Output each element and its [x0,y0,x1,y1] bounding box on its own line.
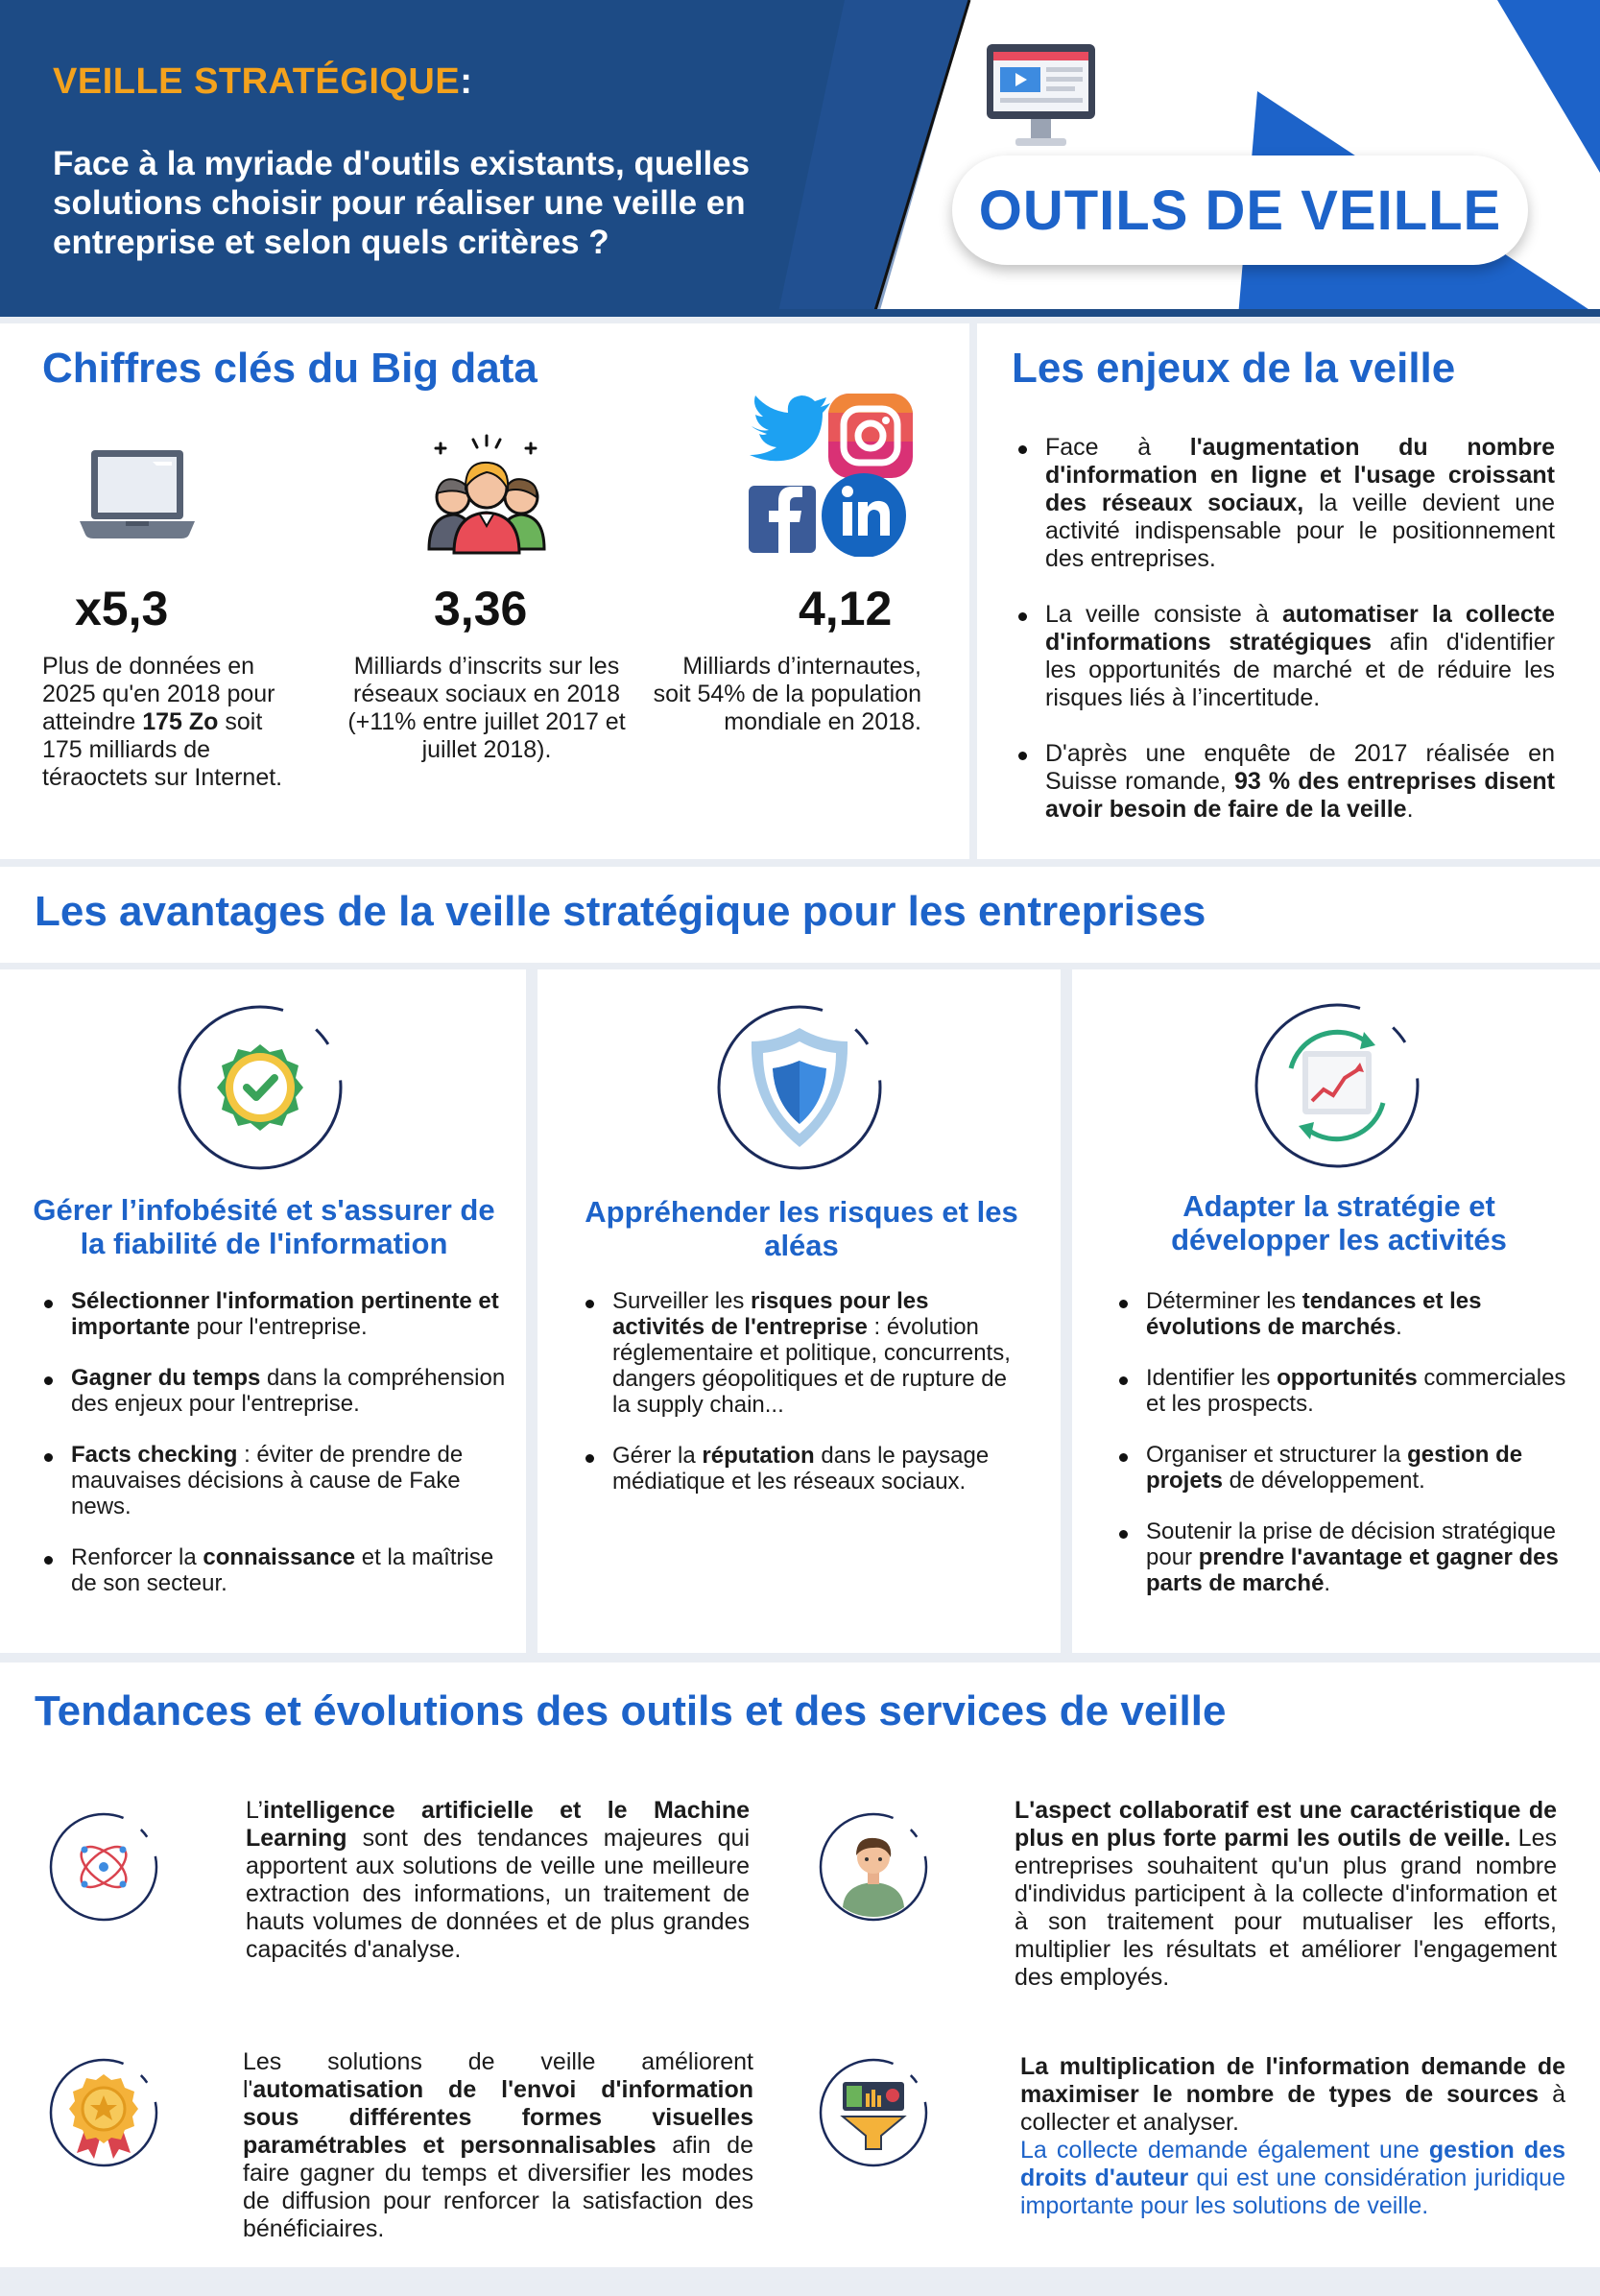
list-item: Surveiller les risques pour les activités de l'entreprise : évolution réglementaire et politique, concurrents, dangers géopolitiques et de rupture de la supply chain... [612,1288,1021,1418]
list-item: Renforcer la connaissance et la maîtrise de son secteur. [71,1544,513,1596]
people-icon [427,434,547,557]
list-item: Déterminer les tendances et les évolutions de marchés. [1146,1288,1574,1340]
list-item: Gérer la réputation dans le paysage médiatique et les réseaux sociaux. [612,1443,1021,1495]
trend-multi-text: La multiplication de l'information demande de maximiser le nombre de types de sources à collecter et analyser. La collecte demande également une gestion des droits d'auteur qui est une considération juridique importante pour les solutions de veille. [1020,2053,1565,2219]
trend-ai-text: L’intelligence artificielle et le Machine Learning sont des tendances majeures qui apportent aux solutions de veille une meilleure extraction des informations, un traitement de hauts volumes de données et de plus grandes capacités d'analyse. [246,1797,750,1963]
avantage-list [38,1288,513,1621]
header-banner [0,0,1600,317]
social-media-icons [744,394,917,557]
ai-network-icon [48,1811,159,1923]
trend-collab-text: L'aspect collaboratif est une caractéristique de plus en plus forte parmi les outils de veille. Les entreprises souhaitent qu'un plus grand nombre d'individus participent à la collecte d'information et à son traitement pour mutualiser les efforts, multiplier les résultats et améliorer l'engagement des employés. [1015,1797,1557,1991]
list-item: D'après une enquête de 2017 réalisée en Suisse romande, 93 % des entreprises disent avoir besoin de faire de la veille. [1045,740,1556,823]
stat-value: 3,36 [434,582,528,635]
medal-icon [48,2057,159,2168]
outils-de-veille-badge: OUTILS DE VEILLE [952,155,1528,265]
stat-description: Plus de données en 2025 qu'en 2018 pour atteindre 175 Zo soit 175 milliards de téraoctets sur Internet. [42,653,283,791]
list-item: Identifier les opportunités commerciales et les prospects. [1146,1365,1574,1417]
list-item: Gagner du temps dans la compréhension des enjeux pour l'entreprise. [71,1365,513,1417]
tendances-title: Tendances et évolutions des outils et des services de veille [35,1687,1227,1734]
growth-chart-icon [1253,1001,1421,1170]
header-question: Face à la myriade d'outils existants, quelles solutions choisir pour réaliser une veille en entreprise et selon quels critères ? [53,145,751,261]
stat-description: Milliards d’internautes, soit 54% de la population mondiale en 2018. [653,653,921,735]
avantage-title: Adapter la stratégie et développer les activités [1171,1189,1507,1256]
enjeux-list [1013,434,1555,851]
avantages-title: Les avantages de la veille stratégique pour les entreprises [35,888,1206,935]
list-item: Organiser et structurer la gestion de projets de développement. [1146,1442,1574,1494]
badge-check-icon [176,1003,345,1172]
data-funnel-icon [818,2057,929,2168]
stat-description: Milliards d’inscrits sur les réseaux sociaux en 2018 (+11% entre juillet 2017 et juillet 2018). [347,653,626,763]
avantage-title: Gérer l’infobésité et s'assurer de la fiabilité de l'information [33,1193,495,1260]
big-data-title: Chiffres clés du Big data [42,345,537,392]
list-item: Soutenir la prise de décision stratégique pour prendre l'avantage et gagner des parts de marché. [1146,1519,1574,1596]
monitor-icon [981,38,1101,158]
avantage-title: Appréhender les risques et les aléas [585,1195,1018,1262]
list-item: Facts checking : éviter de prendre de mauvaises décisions à cause de Fake news. [71,1442,513,1519]
avantages-title-bar [0,867,1600,963]
list-item: Sélectionner l'information pertinente et importante pour l'entreprise. [71,1288,513,1340]
stat-value: 4,12 [799,582,893,635]
list-item: Face à l'augmentation du nombre d'information en ligne et l'usage croissant des réseaux sociaux, la veille devient une activité indispensable pour le positionnement des entreprises. [1045,434,1556,572]
laptop-icon [80,446,195,547]
avantage-list [1113,1288,1574,1621]
list-item: La veille consiste à automatiser la collecte d'informations stratégiques afin d'identifier les opportunités de marché et de réduire les risques liés à l’incertitude. [1045,601,1555,711]
enjeux-title: Les enjeux de la veille [1012,345,1456,392]
stat-value: x5,3 [75,582,169,635]
shield-icon [715,1003,884,1172]
avantage-list [580,1288,1021,1519]
person-icon [818,1811,929,1923]
trend-auto-text: Les solutions de veille améliorent l'automatisation de l'envoi d'information sous différentes formes visuelles paramétrables et personnalisables afin de faire gagner du temps et diversifier les modes de diffusion pour renforcer la satisfaction des bénéficiaires. [243,2048,753,2242]
big-data-card [0,323,969,859]
header-kicker: VEILLE STRATÉGIQUE: [53,61,473,102]
